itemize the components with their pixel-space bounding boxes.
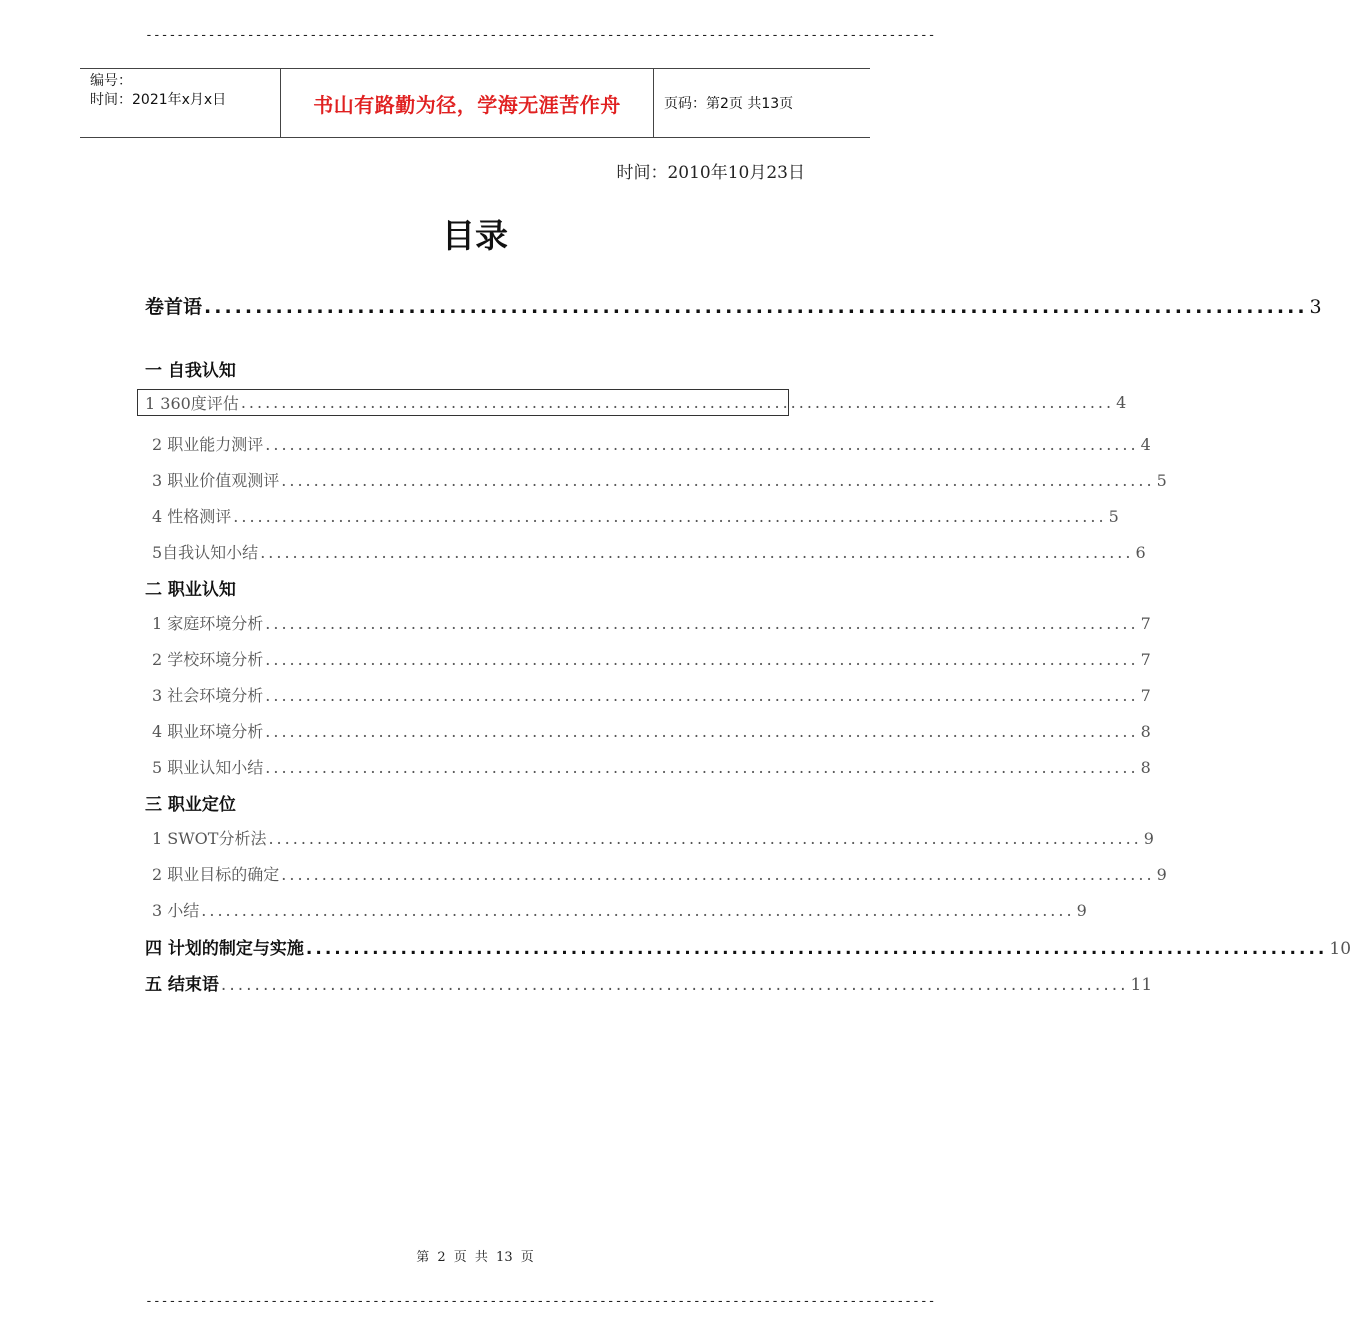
toc-entry-3-2[interactable] [152, 862, 1167, 885]
toc-entry-page: 7 [1140, 686, 1151, 705]
toc-leader-dots: ............................................................................................................ [240, 393, 1115, 412]
page-header-table [80, 68, 870, 138]
toc-leader-dots: ............................................................................................................ [204, 296, 1308, 318]
toc-entry-page: 7 [1140, 650, 1151, 669]
toc-entry-1-3[interactable] [152, 468, 1167, 491]
toc-entry-page: 9 [1143, 829, 1154, 848]
toc-entry-label: 3 小结 [152, 901, 200, 920]
toc-entry-label: 四 计划的制定与实施 [145, 939, 304, 959]
header-page-info: 页码：第2页 共13页 [664, 96, 794, 112]
toc-entry-page: 9 [1156, 865, 1167, 884]
top-dashed-separator: ----------------------------------------------------------------------------------------------------- [145, 28, 936, 43]
toc-entry-page: 4 [1116, 393, 1127, 412]
header-meta-cell [80, 69, 281, 137]
toc-entry-label: 5 职业认知小结 [152, 758, 264, 777]
toc-entry-3-1[interactable] [152, 826, 1154, 849]
header-number-label: 编号： [90, 73, 132, 89]
toc-section-3[interactable]: 三 职业定位 [145, 795, 236, 815]
toc-entry-page: 11 [1130, 975, 1153, 995]
toc-leader-dots: ............................................................................................................ [265, 614, 1139, 633]
toc-entry-page: 5 [1156, 471, 1167, 490]
toc-entry-2-2[interactable] [152, 647, 1151, 670]
toc-entry-page: 9 [1076, 901, 1087, 920]
toc-entry-page: 4 [1140, 435, 1151, 454]
toc-entry-label: 2 职业能力测评 [152, 435, 264, 454]
toc-entry-3-3[interactable] [152, 898, 1087, 921]
toc-leader-dots: ............................................................................................................ [201, 901, 1075, 920]
toc-entry-label: 2 职业目标的确定 [152, 865, 280, 884]
toc-entry-2-1[interactable] [152, 611, 1151, 634]
toc-section-1[interactable]: 一 自我认知 [145, 361, 236, 381]
toc-entry-1-1[interactable] [137, 389, 1127, 416]
toc-entry-label: 2 学校环境分析 [152, 650, 264, 669]
toc-entry-page: 8 [1140, 722, 1151, 741]
toc-entry-page: 10 [1329, 939, 1351, 959]
toc-entry-page: 8 [1140, 758, 1151, 777]
toc-leader-dots: ............................................................................................................ [265, 686, 1139, 705]
toc-entry-label: 1 家庭环境分析 [152, 614, 264, 633]
toc-leader-dots: ............................................................................................................ [260, 543, 1134, 562]
toc-entry-label: 3 职业价值观测评 [152, 471, 280, 490]
toc-entry-label: 卷首语 [145, 296, 203, 318]
header-time-label: 时间：2021年x月x日 [90, 92, 227, 108]
toc-leader-dots: ............................................................................................................ [265, 650, 1139, 669]
toc-entry-label: 4 职业环境分析 [152, 722, 264, 741]
toc-leader-dots: ............................................................................................................ [233, 507, 1107, 526]
toc-leader-dots: ............................................................................................................ [305, 939, 1328, 959]
toc-leader-dots: ............................................................................................................ [268, 829, 1142, 848]
toc-entry-page: 3 [1309, 296, 1322, 318]
toc-entry-label: 五 结束语 [145, 975, 219, 995]
toc-leader-dots: ............................................................................................................ [265, 758, 1139, 777]
toc-leader-dots: ............................................................................................................ [281, 865, 1155, 884]
toc-entry-page: 6 [1135, 543, 1146, 562]
toc-section-4[interactable] [145, 934, 1351, 959]
page-footer: 第 2 页 共 13 页 [416, 1250, 534, 1265]
toc-entry-page: 7 [1140, 614, 1151, 633]
toc-leader-dots: ............................................................................................................ [265, 435, 1139, 454]
toc-entry-label: 5自我认知小结 [152, 543, 259, 562]
toc-leader-dots: ............................................................................................................ [281, 471, 1155, 490]
toc-entry-preface[interactable] [145, 292, 1322, 319]
toc-entry-label: 1 SWOT分析法 [152, 829, 267, 848]
document-date: 时间：2010年10月23日 [616, 163, 805, 183]
toc-leader-dots: ............................................................................................................ [265, 722, 1139, 741]
toc-entry-label: 3 社会环境分析 [152, 686, 264, 705]
header-motto: 书山有路勤为径，学海无涯苦作舟 [281, 69, 654, 137]
toc-entry-2-5[interactable] [152, 755, 1151, 778]
toc-entry-2-3[interactable] [152, 683, 1151, 706]
toc-entry-2-4[interactable] [152, 719, 1151, 742]
toc-entry-page: 5 [1108, 507, 1119, 526]
toc-title: 目录 [442, 216, 508, 255]
toc-leader-dots: ............................................................................................................ [220, 975, 1129, 995]
toc-entry-1-5[interactable] [152, 540, 1146, 563]
bottom-dashed-separator: ----------------------------------------------------------------------------------------------------- [145, 1294, 936, 1309]
toc-section-5[interactable] [145, 970, 1153, 995]
toc-entry-label: 4 性格测评 [152, 507, 232, 526]
toc-entry-1-4[interactable] [152, 504, 1119, 527]
toc-entry-1-2[interactable] [152, 432, 1151, 455]
toc-entry-label: 1 360度评估 [145, 394, 239, 413]
toc-section-2[interactable]: 二 职业认知 [145, 580, 236, 600]
